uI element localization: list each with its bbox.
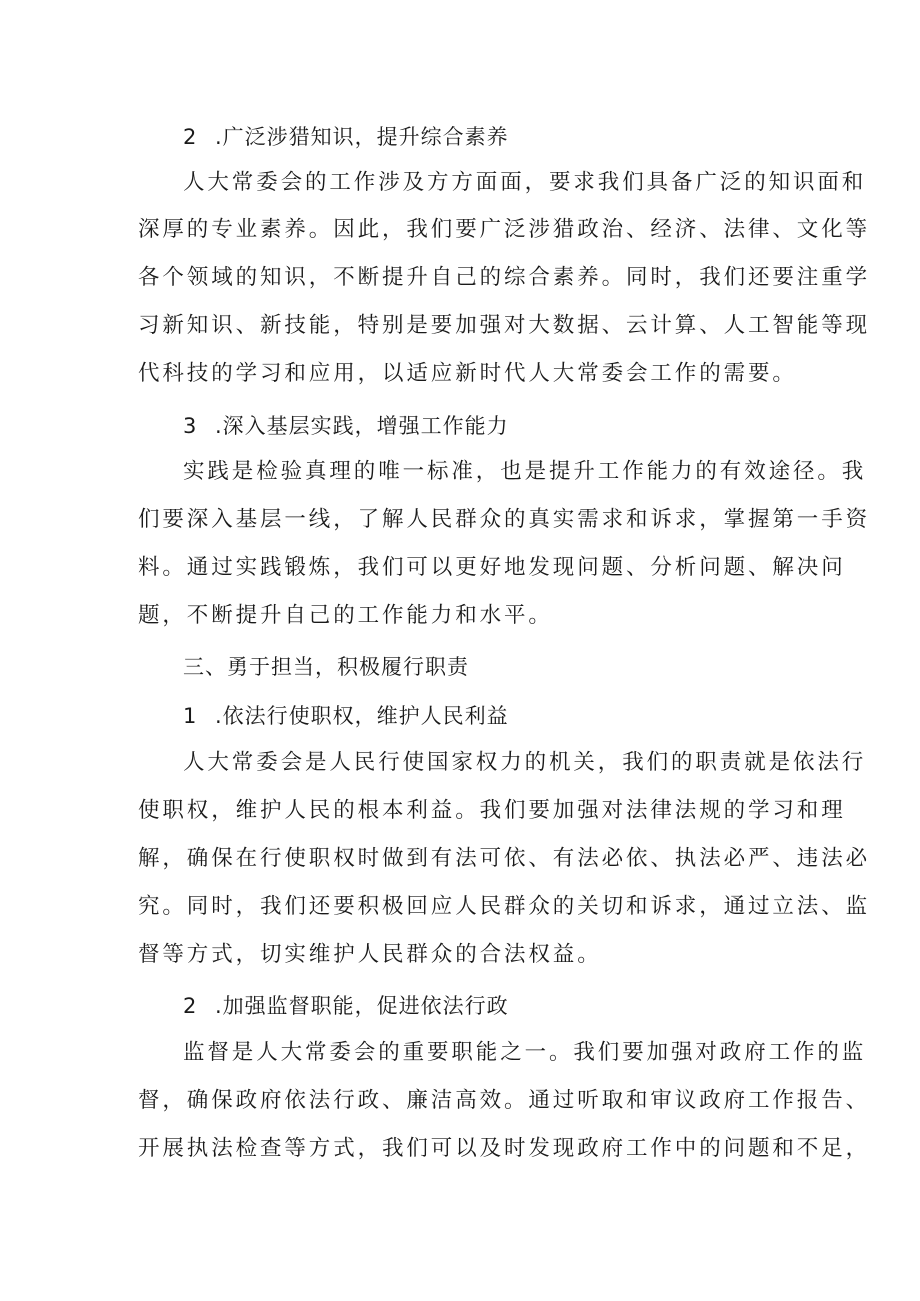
- heading-title: .加强监督职能，促进依法行政: [215, 994, 509, 1018]
- paragraph-line: 题，不断提升自己的工作能力和水平。: [138, 603, 553, 628]
- paragraph-line: 督等方式，切实维护人民群众的合法权益。: [138, 942, 602, 967]
- heading-title: .广泛涉猎知识，提升综合素养: [215, 125, 509, 149]
- paragraph-line: 料。通过实践锻炼，我们可以更好地发现问题、分析问题、解决问: [138, 555, 846, 580]
- paragraph-line: 们要深入基层一线，了解人民群众的真实需求和诉求，掌握第一手资: [138, 507, 871, 532]
- paragraph-line: 深厚的专业素养。因此，我们要广泛涉猎政治、经济、法律、文化等: [138, 217, 871, 242]
- paragraph-line: 督，确保政府依法行政、廉洁高效。通过听取和审议政府工作报告、: [138, 1088, 871, 1113]
- heading-title: .依法行使职权，维护人民利益: [215, 704, 509, 728]
- paragraph-line: 监督是人大常委会的重要职能之一。我们要加强对政府工作的监: [183, 1040, 867, 1065]
- heading-number: 2: [183, 125, 198, 149]
- paragraph-line: 开展执法检查等方式，我们可以及时发现政府工作中的问题和不足，: [138, 1136, 871, 1161]
- heading-3-2: [183, 992, 509, 1020]
- section-heading-3: [183, 653, 469, 681]
- paragraph-line: 解，确保在行使职权时做到有法可依、有法必依、执法必严、违法必: [138, 846, 871, 871]
- heading-number: 2: [183, 994, 198, 1018]
- paragraph-line: 使职权，维护人民的根本利益。我们要加强对法律法规的学习和理: [138, 798, 846, 823]
- paragraph-line: 究。同时，我们还要积极回应人民群众的关切和诉求，通过立法、监: [138, 894, 871, 919]
- section-title: 三、勇于担当，积极履行职责: [183, 655, 469, 679]
- paragraph-line: 人大常委会是人民行使国家权力的机关，我们的职责就是依法行: [183, 750, 867, 775]
- paragraph-line: 习新知识、新技能，特别是要加强对大数据、云计算、人工智能等现: [138, 313, 871, 338]
- heading-number: 3: [183, 414, 198, 438]
- paragraph-line: 实践是检验真理的唯一标准，也是提升工作能力的有效途径。我: [183, 459, 867, 484]
- heading-3-1: [183, 702, 509, 730]
- heading-2-2: [183, 123, 509, 151]
- heading-title: .深入基层实践，增强工作能力: [215, 414, 509, 438]
- paragraph-line: 代科技的学习和应用，以适应新时代人大常委会工作的需要。: [138, 361, 797, 386]
- paragraph-line: 人大常委会的工作涉及方方面面，要求我们具备广泛的知识面和: [183, 170, 867, 195]
- heading-number: 1: [183, 704, 198, 728]
- paragraph-line: 各个领域的知识，不断提升自己的综合素养。同时，我们还要注重学: [138, 265, 871, 290]
- heading-2-3: [183, 412, 509, 440]
